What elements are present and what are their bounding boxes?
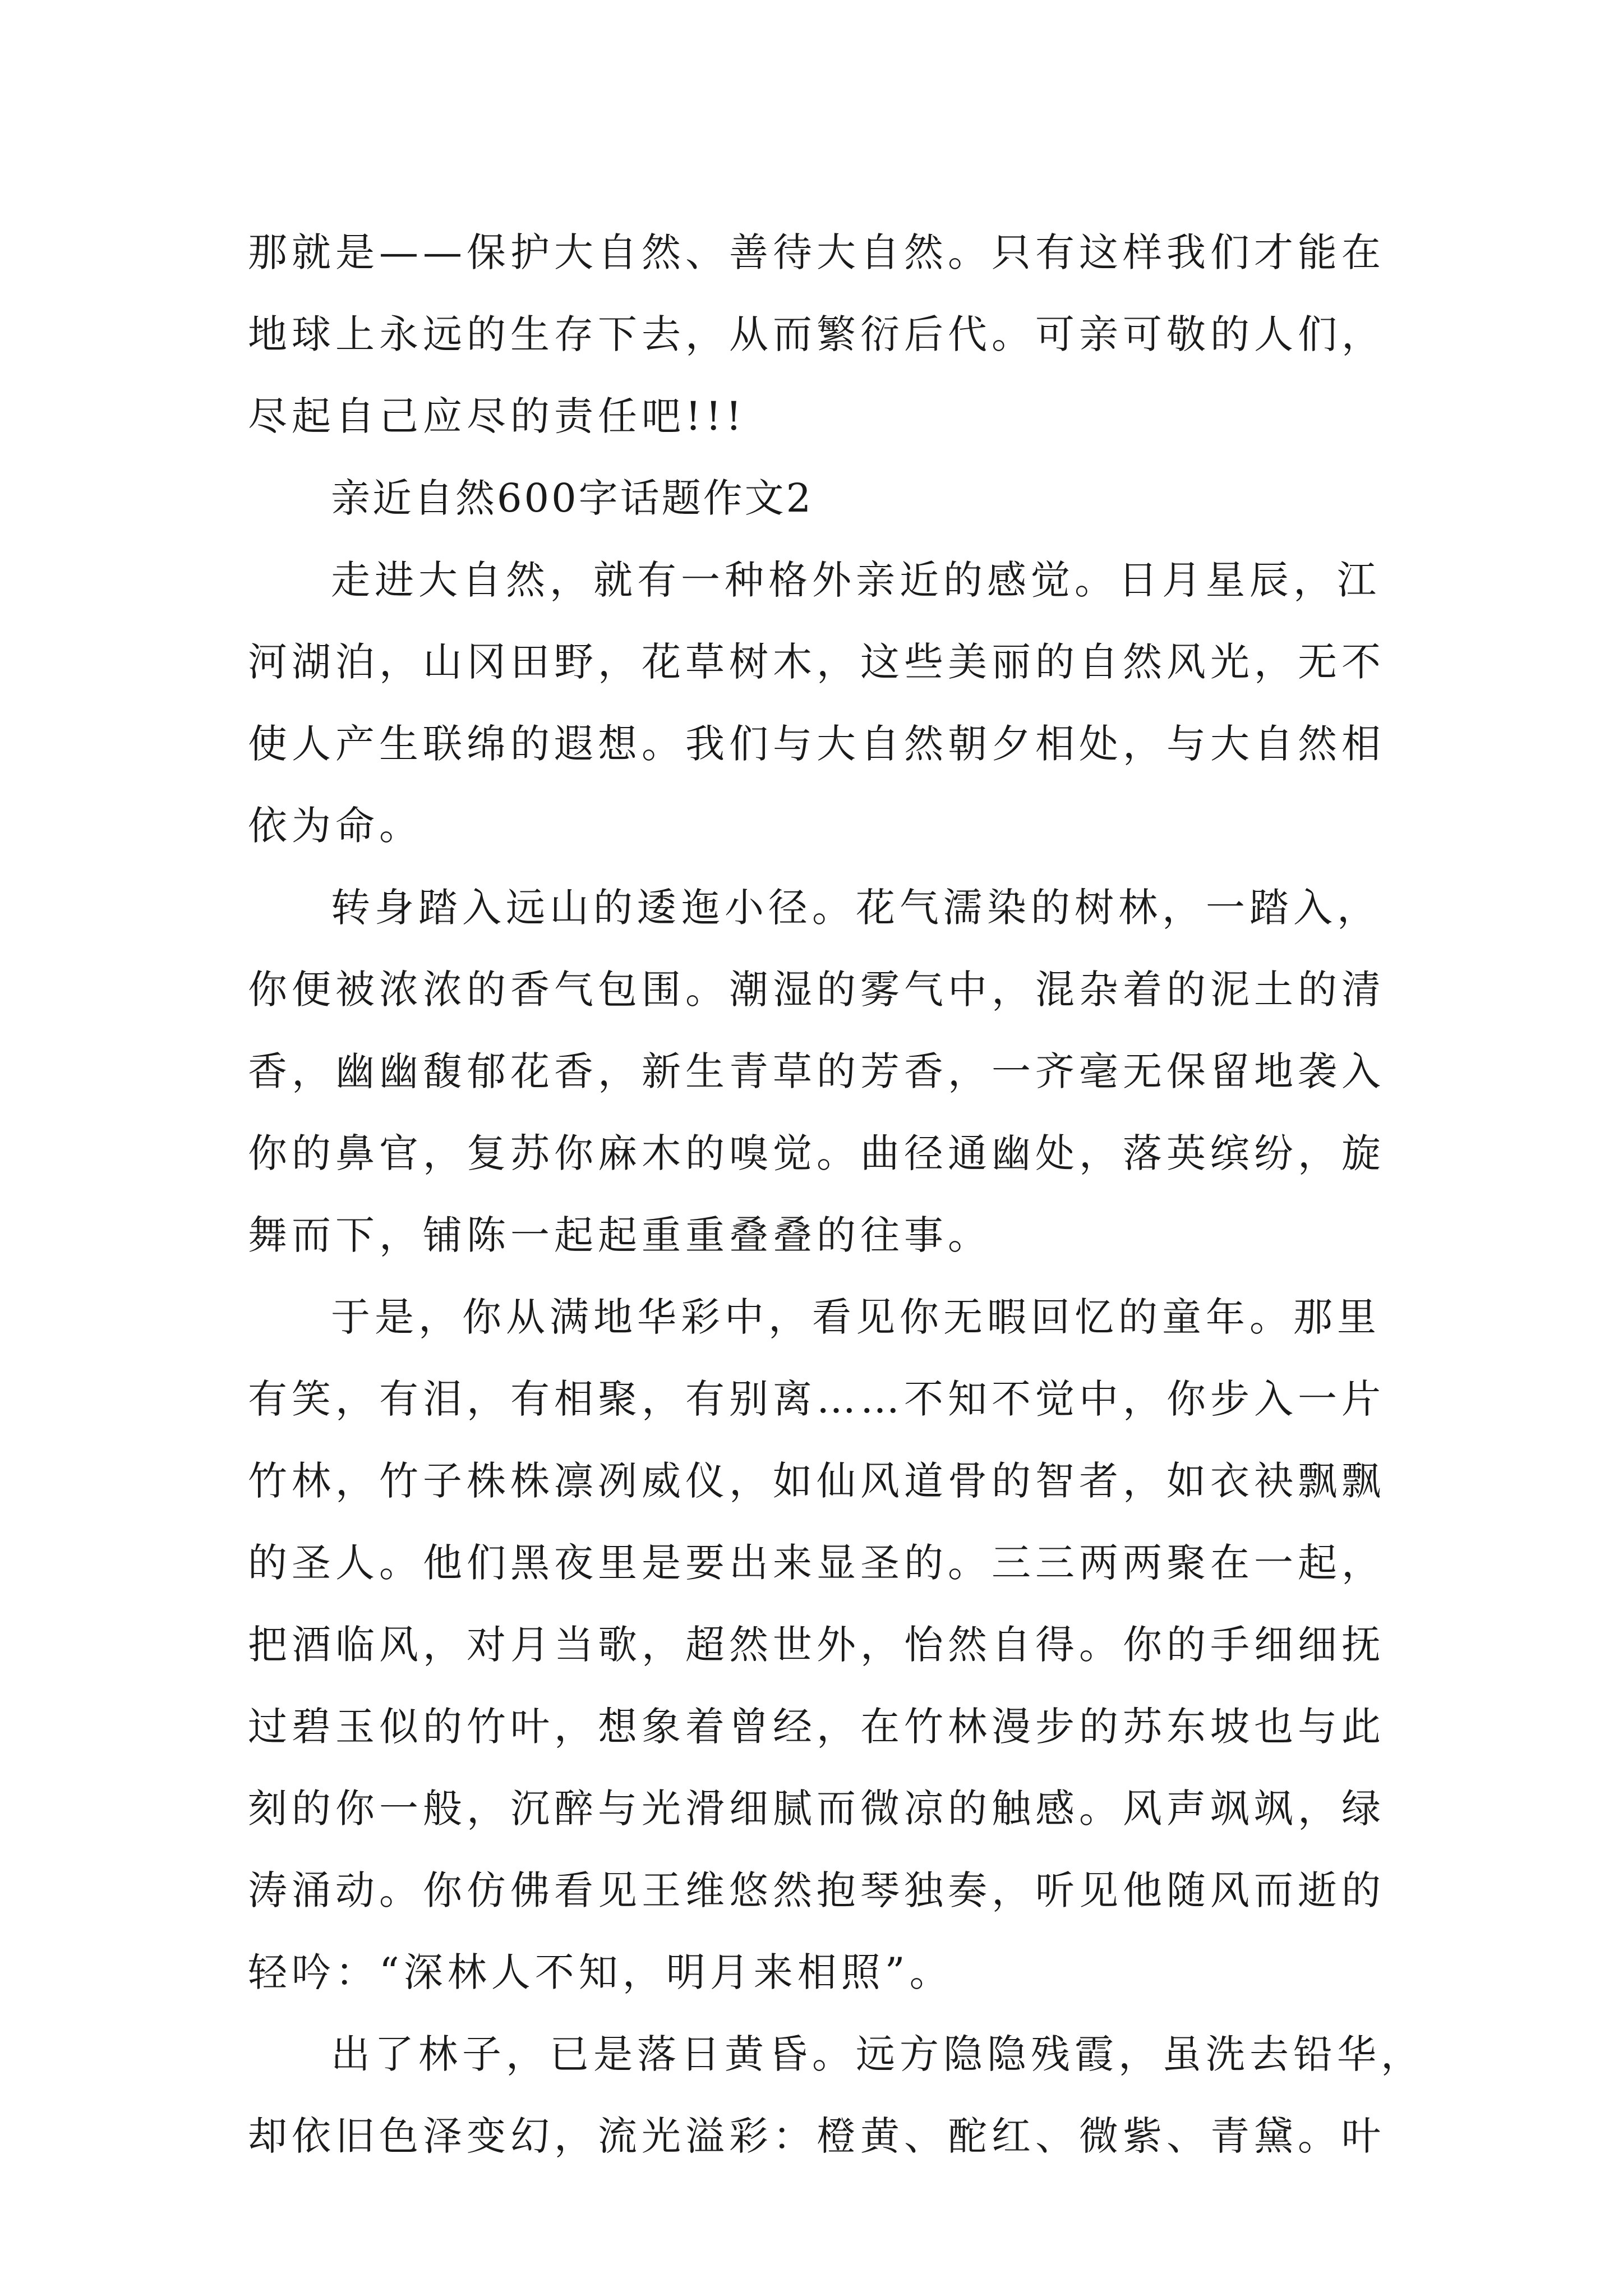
text-line: 使人产生联绵的遐想。我们与大自然朝夕相处，与大自然相 — [248, 721, 1385, 767]
text-line: 竹林，竹子株株凛冽威仪，如仙风道骨的智者，如衣袂飘飘 — [248, 1458, 1385, 1504]
section-heading: 亲近自然600字话题作文2 — [331, 475, 814, 521]
text-line: 走进大自然，就有一种格外亲近的感觉。日月星辰，江 — [331, 557, 1381, 603]
text-line: 却依旧色泽变幻，流光溢彩：橙黄、酡红、微紫、青黛。叶 — [248, 2113, 1385, 2159]
text-line: 转身踏入远山的逶迤小径。花气濡染的树林，一踏入， — [331, 885, 1381, 931]
text-line: 把酒临风，对月当歌，超然世外，怡然自得。你的手细细抚 — [248, 1622, 1385, 1668]
text-line: 刻的你一般，沉醉与光滑细腻而微凉的触感。风声飒飒，绿 — [248, 1786, 1385, 1832]
text-line: 舞而下，铺陈一起起重重叠叠的往事。 — [248, 1212, 992, 1258]
text-line: 过碧玉似的竹叶，想象着曾经，在竹林漫步的苏东坡也与此 — [248, 1704, 1385, 1750]
text-line: 你便被浓浓的香气包围。潮湿的雾气中，混杂着的泥土的清 — [248, 967, 1385, 1013]
text-line: 地球上永远的生存下去，从而繁衍后代。可亲可敬的人们， — [248, 311, 1385, 357]
text-line: 于是，你从满地华彩中，看见你无暇回忆的童年。那里 — [331, 1294, 1381, 1340]
text-line: 尽起自己应尽的责任吧!!! — [248, 393, 746, 439]
text-line: 涛涌动。你仿佛看见王维悠然抱琴独奏，听见他随风而逝的 — [248, 1867, 1385, 1913]
text-line: 你的鼻官，复苏你麻木的嗅觉。曲径通幽处，落英缤纷，旋 — [248, 1130, 1385, 1176]
text-line: 香，幽幽馥郁花香，新生青草的芳香，一齐毫无保留地袭入 — [248, 1048, 1385, 1094]
text-line: 依为命。 — [248, 803, 423, 849]
text-line: 出了林子，已是落日黄昏。远方隐隐残霞，虽洗去铅华， — [331, 2031, 1424, 2077]
text-line: 轻吟：“深林人不知，明月来相照”。 — [248, 1949, 953, 1995]
text-line: 那就是——保护大自然、善待大自然。只有这样我们才能在 — [248, 229, 1385, 275]
text-line: 有笑，有泪，有相聚，有别离……不知不觉中，你步入一片 — [248, 1376, 1385, 1422]
text-line: 的圣人。他们黑夜里是要出来显圣的。三三两两聚在一起， — [248, 1540, 1385, 1586]
text-line: 河湖泊，山冈田野，花草树木，这些美丽的自然风光，无不 — [248, 639, 1385, 685]
